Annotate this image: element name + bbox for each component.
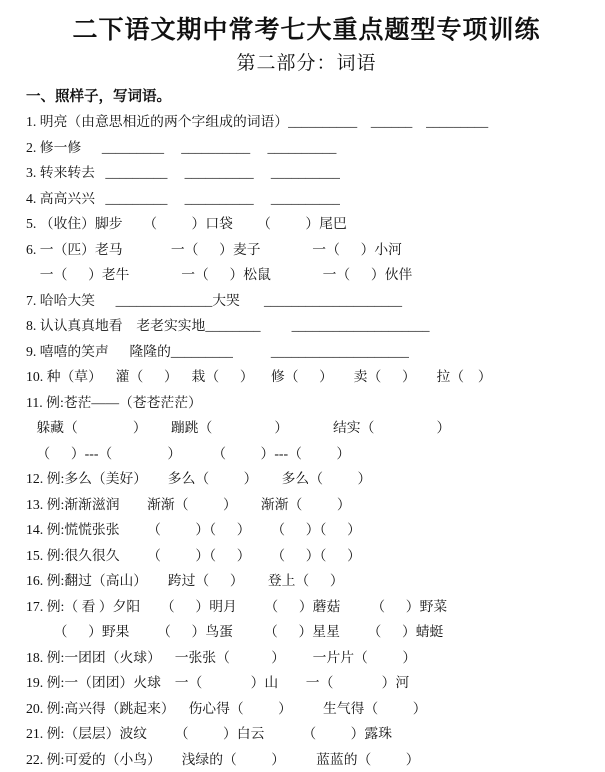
worksheet-line: 6. 一（匹）老马 一（ ）麦子 一（ ）小河: [26, 237, 587, 263]
section-heading: 一、照样子，写词语。: [26, 85, 587, 106]
worksheet-line: 2. 修一修 _________ __________ __________: [26, 135, 587, 161]
worksheet-line: 16. 例:翻过（高山） 跨过（ ） 登上（ ）: [26, 568, 587, 594]
page-title: 二下语文期中常考七大重点题型专项训练: [26, 10, 587, 46]
worksheet-line: 4. 高高兴兴 _________ __________ __________: [26, 186, 587, 212]
worksheet-line: 1. 明亮（由意思相近的两个字组成的词语）__________ ______ _________: [26, 109, 587, 135]
worksheet-line: 5. （收住）脚步 （ ）口袋 （ ）尾巴: [26, 211, 587, 237]
worksheet-line: 19. 例:一（团团）火球 一（ ）山 一（ ）河: [26, 670, 587, 696]
worksheet-line: （ ）野果 （ ）鸟蛋 （ ）星星 （ ）蜻蜓: [26, 619, 587, 645]
worksheet-line: 13. 例:渐渐滋润 渐渐（ ） 渐渐（ ）: [26, 492, 587, 518]
worksheet-line: 7. 哈哈大笑 ______________大哭 ____________________: [26, 288, 587, 314]
worksheet-line: 15. 例:很久很久 （ ）（ ） （ ）（ ）: [26, 543, 587, 569]
worksheet-line: 20. 例:高兴得（跳起来） 伤心得（ ） 生气得（ ）: [26, 696, 587, 722]
worksheet-line: （ ）---（ ） （ ）---（ ）: [26, 441, 587, 467]
worksheet-line: 一（ ）老牛 一（ ）松鼠 一（ ）伙伴: [26, 262, 587, 288]
worksheet-line: 8. 认认真真地看 老老实实地________ ____________________: [26, 313, 587, 339]
worksheet-line: 10. 种（草） 灌（ ） 栽（ ） 修（ ） 卖（ ） 拉（ ）: [26, 364, 587, 390]
worksheet-line: 11. 例:苍茫——（苍苍茫茫）: [26, 390, 587, 416]
worksheet-line: 14. 例:慌慌张张 （ ）（ ） （ ）（ ）: [26, 517, 587, 543]
worksheet-line: 22. 例:可爱的（小鸟） 浅绿的（ ） 蓝蓝的（ ）: [26, 747, 587, 772]
worksheet-line: 12. 例:多么（美好） 多么（ ） 多么（ ）: [26, 466, 587, 492]
page-subtitle: 第二部分：词语: [26, 48, 587, 75]
worksheet-line: 17. 例:（ 看 ）夕阳 （ ）明月 （ ）蘑菇 （ ）野菜: [26, 594, 587, 620]
worksheet-line: 21. 例:（层层）波纹 （ ）白云 （ ）露珠: [26, 721, 587, 747]
worksheet-line: 3. 转来转去 _________ __________ __________: [26, 160, 587, 186]
worksheet-line: 9. 嘻嘻的笑声 隆隆的_________ ____________________: [26, 339, 587, 365]
worksheet-line: 18. 例:一团团（火球） 一张张（ ） 一片片（ ）: [26, 645, 587, 671]
worksheet-line: 躲藏（ ） 蹦跳（ ） 结实（ ）: [26, 415, 587, 441]
